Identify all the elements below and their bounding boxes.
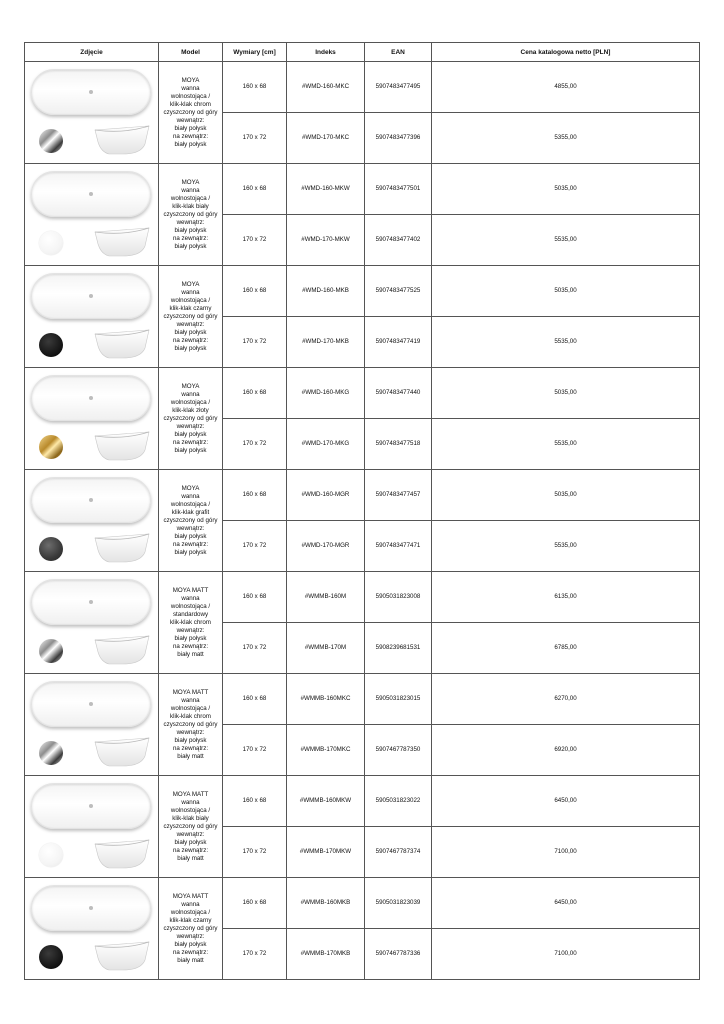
- ean-cell: 5907483477402: [365, 215, 432, 266]
- ean-cell: 5905031823039: [365, 878, 432, 929]
- finish-swatch: [39, 741, 63, 765]
- finish-swatch: [39, 435, 63, 459]
- model-line: wewnątrz:: [176, 422, 205, 430]
- finish-swatch: [39, 537, 63, 561]
- price-cell: 5535,00: [432, 419, 700, 470]
- dimensions-cell: 170 x 72: [223, 419, 287, 470]
- model-line: na zewnątrz:: [172, 234, 209, 242]
- dimensions-cell: 170 x 72: [223, 929, 287, 980]
- index-cell: #WMMB-160M: [287, 572, 365, 623]
- product-photo: [25, 62, 159, 164]
- ean-cell: 5907467787350: [365, 725, 432, 776]
- dimensions-cell: 160 x 68: [223, 266, 287, 317]
- price-cell: 6135,00: [432, 572, 700, 623]
- index-cell: #WMD-160-MKG: [287, 368, 365, 419]
- model-description: [159, 368, 223, 470]
- header-row: [25, 43, 700, 62]
- model-line: klik-klak grafit: [171, 508, 210, 516]
- ean-cell: 5905031823008: [365, 572, 432, 623]
- model-line: na zewnątrz:: [172, 132, 209, 140]
- dimensions-cell: 170 x 72: [223, 725, 287, 776]
- table-row: [25, 878, 700, 929]
- bathtub-side-view: [93, 328, 151, 360]
- price-cell: 5535,00: [432, 317, 700, 368]
- model-line: wanna: [181, 492, 200, 500]
- model-description: [159, 572, 223, 674]
- ean-cell: 5907483477518: [365, 419, 432, 470]
- model-line: wanna: [181, 390, 200, 398]
- bathtub-top-view: [31, 783, 151, 829]
- price-cell: 6450,00: [432, 776, 700, 827]
- drain-icon: [89, 702, 93, 706]
- model-line: MOYA MATT: [172, 790, 209, 798]
- model-line: czyszczony od góry: [163, 924, 218, 932]
- model-line: na zewnątrz:: [172, 540, 209, 548]
- model-line: czyszczony od góry: [163, 516, 218, 524]
- index-cell: #WMD-160-MGR: [287, 470, 365, 521]
- model-line: wewnątrz:: [176, 728, 205, 736]
- ean-cell: 5907467787374: [365, 827, 432, 878]
- price-cell: 5035,00: [432, 368, 700, 419]
- index-cell: #WMD-160-MKB: [287, 266, 365, 317]
- dimensions-cell: 170 x 72: [223, 113, 287, 164]
- bathtub-side-view: [93, 838, 151, 870]
- header-photo: Zdjęcie: [25, 43, 159, 62]
- header-ean: EAN: [365, 43, 432, 62]
- price-cell: 7100,00: [432, 827, 700, 878]
- dimensions-cell: 170 x 72: [223, 215, 287, 266]
- model-description: [159, 62, 223, 164]
- model-line: wanna: [181, 186, 200, 194]
- model-line: na zewnątrz:: [172, 948, 209, 956]
- index-cell: #WMMB-170MKC: [287, 725, 365, 776]
- dimensions-cell: 170 x 72: [223, 317, 287, 368]
- model-line: na zewnątrz:: [172, 846, 209, 854]
- finish-swatch: [39, 333, 63, 357]
- model-line: wewnątrz:: [176, 218, 205, 226]
- model-line: wanna: [181, 84, 200, 92]
- model-line: wewnątrz:: [176, 320, 205, 328]
- drain-icon: [89, 498, 93, 502]
- model-line: biały połysk: [174, 634, 207, 642]
- bathtub-top-view: [31, 171, 151, 217]
- price-list-table: [24, 42, 700, 980]
- model-line: wewnątrz:: [176, 932, 205, 940]
- model-line: klik-klak biały: [172, 814, 209, 822]
- dimensions-cell: 160 x 68: [223, 368, 287, 419]
- model-description: [159, 164, 223, 266]
- bathtub-side-view: [93, 940, 151, 972]
- model-line: klik-klak złoty: [172, 406, 209, 414]
- bathtub-side-view: [93, 226, 151, 258]
- bathtub-top-view: [31, 273, 151, 319]
- model-line: MOYA: [181, 76, 200, 84]
- model-line: czyszczony od góry: [163, 312, 218, 320]
- table-row: [25, 470, 700, 521]
- product-photo: [25, 266, 159, 368]
- bathtub-top-view: [31, 885, 151, 931]
- price-cell: 6270,00: [432, 674, 700, 725]
- model-line: MOYA: [181, 484, 200, 492]
- product-photo: [25, 878, 159, 980]
- index-cell: #WMD-160-MKW: [287, 164, 365, 215]
- bathtub-side-view: [93, 736, 151, 768]
- model-line: wewnątrz:: [176, 830, 205, 838]
- model-line: na zewnątrz:: [172, 438, 209, 446]
- model-line: biały połysk: [174, 548, 207, 556]
- model-line: na zewnątrz:: [172, 642, 209, 650]
- model-line: klik-klak chrom: [170, 100, 211, 108]
- model-line: czyszczony od góry: [163, 210, 218, 218]
- model-line: biały połysk: [174, 124, 207, 132]
- model-line: wanna: [181, 696, 200, 704]
- model-line: wanna: [181, 288, 200, 296]
- dimensions-cell: 160 x 68: [223, 62, 287, 113]
- ean-cell: 5907483477419: [365, 317, 432, 368]
- model-line: biały matt: [177, 650, 204, 658]
- table-row: [25, 776, 700, 827]
- drain-icon: [89, 192, 93, 196]
- finish-swatch: [39, 639, 63, 663]
- dimensions-cell: 160 x 68: [223, 674, 287, 725]
- table-row: [25, 368, 700, 419]
- bathtub-side-view: [93, 124, 151, 156]
- product-photo: [25, 164, 159, 266]
- model-line: klik-klak biały: [172, 202, 209, 210]
- model-line: wolnostojąca /: [170, 194, 211, 202]
- product-photo: [25, 776, 159, 878]
- model-line: wolnostojąca /: [170, 602, 211, 610]
- model-line: wewnątrz:: [176, 116, 205, 124]
- ean-cell: 5907483477525: [365, 266, 432, 317]
- index-cell: #WMD-170-MKW: [287, 215, 365, 266]
- index-cell: #WMD-170-MKC: [287, 113, 365, 164]
- model-line: klik-klak czarny: [169, 304, 212, 312]
- drain-icon: [89, 600, 93, 604]
- drain-icon: [89, 90, 93, 94]
- model-line: biały połysk: [174, 226, 207, 234]
- finish-swatch: [39, 129, 63, 153]
- ean-cell: 5908239681531: [365, 623, 432, 674]
- model-line: na zewnątrz:: [172, 336, 209, 344]
- bathtub-top-view: [31, 681, 151, 727]
- index-cell: #WMMB-160MKC: [287, 674, 365, 725]
- index-cell: #WMD-160-MKC: [287, 62, 365, 113]
- bathtub-top-view: [31, 69, 151, 115]
- bathtub-side-view: [93, 532, 151, 564]
- ean-cell: 5907483477495: [365, 62, 432, 113]
- ean-cell: 5905031823022: [365, 776, 432, 827]
- model-line: wanna: [181, 594, 200, 602]
- model-line: MOYA: [181, 178, 200, 186]
- model-line: biały połysk: [174, 242, 207, 250]
- model-description: [159, 470, 223, 572]
- model-line: wolnostojąca /: [170, 806, 211, 814]
- model-line: wanna: [181, 798, 200, 806]
- index-cell: #WMMB-170M: [287, 623, 365, 674]
- model-line: MOYA MATT: [172, 892, 209, 900]
- index-cell: #WMMB-160MKW: [287, 776, 365, 827]
- index-cell: #WMD-170-MKB: [287, 317, 365, 368]
- model-line: MOYA: [181, 382, 200, 390]
- price-cell: 7100,00: [432, 929, 700, 980]
- model-line: wolnostojąca /: [170, 704, 211, 712]
- dimensions-cell: 160 x 68: [223, 776, 287, 827]
- model-line: klik-klak chrom: [170, 712, 211, 720]
- model-line: klik-klak czarny: [169, 916, 212, 924]
- ean-cell: 5907483477396: [365, 113, 432, 164]
- dimensions-cell: 170 x 72: [223, 827, 287, 878]
- product-photo: [25, 368, 159, 470]
- product-photo: [25, 470, 159, 572]
- model-description: [159, 266, 223, 368]
- model-line: biały połysk: [174, 430, 207, 438]
- ean-cell: 5907467787336: [365, 929, 432, 980]
- model-line: biały połysk: [174, 446, 207, 454]
- drain-icon: [89, 294, 93, 298]
- model-line: biały połysk: [174, 328, 207, 336]
- finish-swatch: [39, 945, 63, 969]
- model-line: MOYA MATT: [172, 586, 209, 594]
- table-row: [25, 266, 700, 317]
- model-line: czyszczony od góry: [163, 720, 218, 728]
- table-row: [25, 572, 700, 623]
- dimensions-cell: 160 x 68: [223, 572, 287, 623]
- price-cell: 5535,00: [432, 521, 700, 572]
- ean-cell: 5907483477440: [365, 368, 432, 419]
- header-price: Cena katalogowa netto [PLN]: [432, 43, 700, 62]
- bathtub-side-view: [93, 634, 151, 666]
- model-line: na zewnątrz:: [172, 744, 209, 752]
- ean-cell: 5907483477501: [365, 164, 432, 215]
- finish-swatch: [39, 231, 63, 255]
- table-row: [25, 62, 700, 113]
- model-line: wolnostojąca /: [170, 908, 211, 916]
- model-line: biały połysk: [174, 344, 207, 352]
- model-line: biały połysk: [174, 736, 207, 744]
- price-cell: 5035,00: [432, 164, 700, 215]
- index-cell: #WMMB-170MKB: [287, 929, 365, 980]
- model-line: klik-klak chrom: [170, 618, 211, 626]
- finish-swatch: [39, 843, 63, 867]
- model-line: standardowy: [172, 610, 209, 618]
- model-line: biały połysk: [174, 532, 207, 540]
- dimensions-cell: 160 x 68: [223, 470, 287, 521]
- drain-icon: [89, 396, 93, 400]
- ean-cell: 5907483477471: [365, 521, 432, 572]
- price-cell: 5035,00: [432, 470, 700, 521]
- model-line: wolnostojąca /: [170, 296, 211, 304]
- product-photo: [25, 572, 159, 674]
- model-line: wolnostojąca /: [170, 500, 211, 508]
- model-line: wanna: [181, 900, 200, 908]
- index-cell: #WMD-170-MGR: [287, 521, 365, 572]
- price-cell: 4855,00: [432, 62, 700, 113]
- ean-cell: 5907483477457: [365, 470, 432, 521]
- model-line: wolnostojąca /: [170, 398, 211, 406]
- table-row: [25, 674, 700, 725]
- drain-icon: [89, 804, 93, 808]
- model-line: czyszczony od góry: [163, 414, 218, 422]
- model-description: [159, 674, 223, 776]
- model-line: biały połysk: [174, 838, 207, 846]
- model-line: biały matt: [177, 956, 204, 964]
- bathtub-side-view: [93, 430, 151, 462]
- header-model: Model: [159, 43, 223, 62]
- model-line: biały matt: [177, 854, 204, 862]
- header-index: Indeks: [287, 43, 365, 62]
- header-dimensions: Wymiary [cm]: [223, 43, 287, 62]
- dimensions-cell: 160 x 68: [223, 878, 287, 929]
- ean-cell: 5905031823015: [365, 674, 432, 725]
- dimensions-cell: 170 x 72: [223, 623, 287, 674]
- model-line: MOYA: [181, 280, 200, 288]
- bathtub-top-view: [31, 579, 151, 625]
- model-line: wewnątrz:: [176, 524, 205, 532]
- price-cell: 6450,00: [432, 878, 700, 929]
- dimensions-cell: 170 x 72: [223, 521, 287, 572]
- price-cell: 5535,00: [432, 215, 700, 266]
- model-line: czyszczony od góry: [163, 108, 218, 116]
- bathtub-top-view: [31, 477, 151, 523]
- dimensions-cell: 160 x 68: [223, 164, 287, 215]
- index-cell: #WMMB-170MKW: [287, 827, 365, 878]
- price-cell: 6785,00: [432, 623, 700, 674]
- model-line: biały matt: [177, 752, 204, 760]
- model-description: [159, 776, 223, 878]
- model-line: biały połysk: [174, 940, 207, 948]
- price-cell: 6920,00: [432, 725, 700, 776]
- model-line: biały połysk: [174, 140, 207, 148]
- model-line: MOYA MATT: [172, 688, 209, 696]
- price-cell: 5035,00: [432, 266, 700, 317]
- table-row: [25, 164, 700, 215]
- bathtub-top-view: [31, 375, 151, 421]
- price-cell: 5355,00: [432, 113, 700, 164]
- drain-icon: [89, 906, 93, 910]
- model-description: [159, 878, 223, 980]
- model-line: czyszczony od góry: [163, 822, 218, 830]
- index-cell: #WMMB-160MKB: [287, 878, 365, 929]
- model-line: wewnątrz:: [176, 626, 205, 634]
- index-cell: #WMD-170-MKG: [287, 419, 365, 470]
- product-photo: [25, 674, 159, 776]
- model-line: wolnostojąca /: [170, 92, 211, 100]
